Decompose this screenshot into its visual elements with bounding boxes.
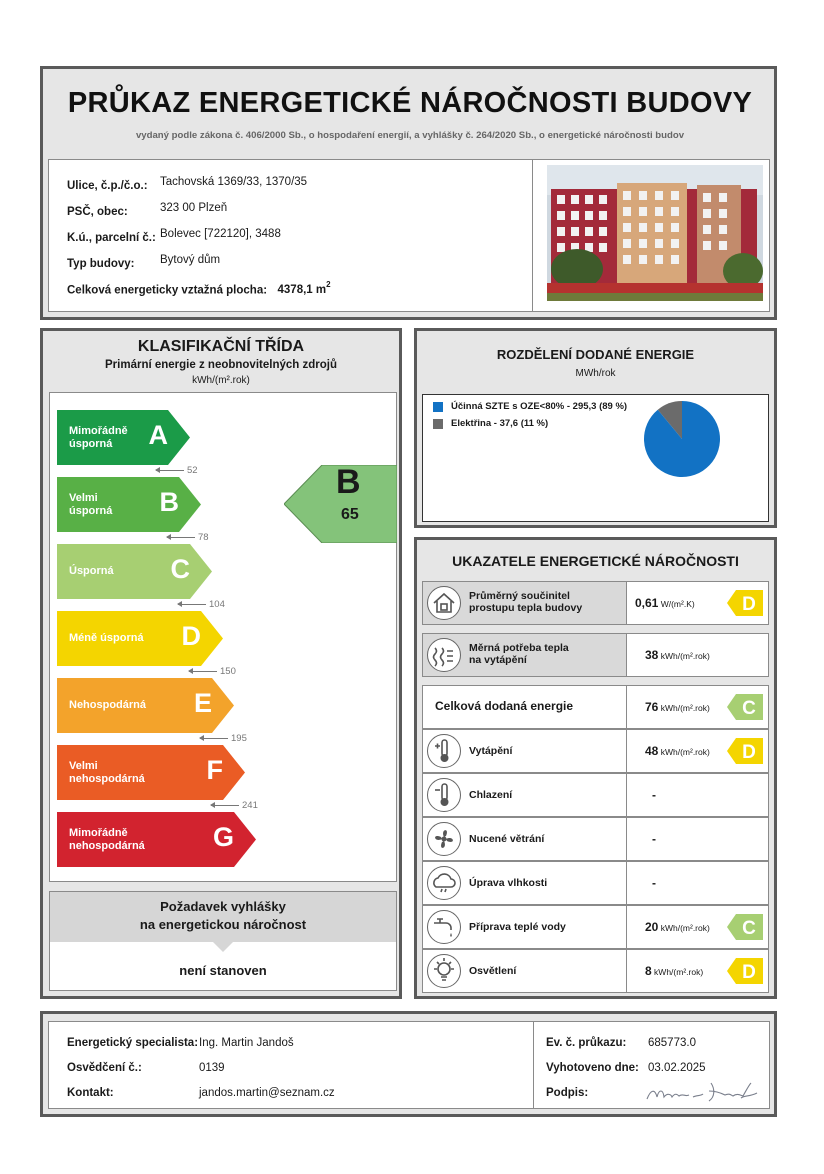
distribution-title: ROZDĚLENÍ DODANÉ ENERGIE [496,347,695,362]
class-letter: B [159,487,179,517]
indicators-title: UKAZATELE ENERGETICKÉ NÁROČNOSTI [452,553,739,569]
row-divider [626,774,627,816]
class-name-line: úsporná [69,504,113,517]
indicator-label-line: Úprava vlhkosti [469,877,548,889]
divider [532,160,533,312]
svg-text:D: D [742,962,756,983]
distribution-unit: MWh/rok [575,368,616,379]
indicator-unit: kWh/(m².rok) [651,967,704,977]
legend-label: Účinná SZTE s OZE<80% - 295,3 (89 %) [451,401,628,412]
area-unit-sup: 2 [326,280,331,289]
svg-text:C: C [742,698,756,719]
class-name [57,492,201,518]
indicator-label-line: Příprava teplé vody [469,921,566,933]
row-divider [626,818,627,860]
class-threshold [211,800,258,811]
indicator-row [422,633,769,677]
house-icon [426,585,462,621]
indicator-row [422,949,769,993]
bulb-icon [426,953,462,989]
indicator-label [469,590,582,614]
threshold-arrow-icon [189,671,217,672]
indicator-unit: kWh/(m².rok) [658,747,710,757]
class-name-line: Mimořádně [69,424,128,437]
pie-slice [644,401,720,477]
classification-subtitle: Primární energie z neobnovitelných zdrojů [105,359,337,371]
indicator-number: - [652,788,656,802]
row-divider [626,686,627,728]
class-arrow-b [57,477,201,532]
ev-value: 685773.0 [648,1037,696,1049]
indicator-value [645,744,710,758]
faucet-icon [426,909,462,945]
area-value: 4378,1 m [277,284,327,297]
class-badge [727,590,763,616]
indicator-label-line: Osvětlení [469,965,517,977]
indicator-unit: kWh/(m².rok) [658,651,710,661]
threshold-arrow-icon [178,604,206,605]
indicator-row [422,905,769,949]
legend-label: Elektřina - 37,6 (11 %) [451,418,549,429]
class-threshold [156,465,198,476]
threshold-value: 78 [198,532,209,543]
fan-icon [426,821,462,857]
heat-waves-icon [426,637,462,673]
indicator-row [422,685,769,729]
footer-box [48,1021,770,1109]
distribution-frame [414,328,777,528]
class-letter: G [212,822,234,852]
class-arrow-c [57,544,212,599]
threshold-value: 150 [220,666,236,677]
date-label: Vyhotoveno dne: [546,1062,639,1074]
ev-label: Ev. č. průkazu: [546,1037,627,1049]
indicator-number: 48 [645,744,659,758]
classification-frame [40,328,402,999]
indicator-label [469,833,544,845]
indicator-label-line: Celková dodaná energie [435,699,574,713]
indicator-row [422,729,769,773]
class-name-line: úsporná [69,437,113,450]
indicator-label [435,700,573,712]
class-letter: C [170,554,190,584]
indicator-number: - [652,832,656,846]
row-divider [626,906,627,948]
indicator-value [645,648,710,662]
footer-divider [533,1022,534,1108]
indicator-value [652,876,656,890]
result-letter: B [336,463,361,501]
svg-text:C: C [742,918,756,939]
indicator-label-line: prostupu tepla budovy [469,602,583,614]
indicator-label [469,877,547,889]
indicator-label-line: Průměrný součinitel [469,590,570,602]
psc-value: 323 00 Plzeň [160,202,228,214]
building-photo [547,165,763,301]
indicator-value [652,832,656,846]
class-name-line: Velmi [69,491,98,504]
type-label: Typ budovy: [67,258,135,270]
pie-chart [641,398,723,480]
street-value: Tachovská 1369/33, 1370/35 [160,176,308,188]
indicators-frame [414,537,777,999]
class-name-line: Úsporná [69,565,114,577]
indicator-value [645,920,710,934]
indicator-row [422,581,769,625]
indicator-label-line: na vytápění [469,654,527,666]
contact-label: Kontakt: [67,1087,114,1099]
class-name [57,425,190,451]
row-divider [626,950,627,992]
indicator-number: - [652,876,656,890]
class-threshold [189,666,236,677]
threshold-value: 195 [231,733,247,744]
class-letter: F [206,755,223,785]
indicator-unit: kWh/(m².rok) [658,703,710,713]
street-row [67,176,148,194]
cert-value: 0139 [199,1062,225,1074]
footer-frame [40,1011,777,1117]
ku-label: K.ú., parcelní č.: [67,232,156,244]
indicator-value [635,596,695,610]
class-name-line: Méně úsporná [69,632,144,644]
class-badge [727,958,763,984]
indicator-value [652,788,656,802]
indicator-unit: kWh/(m².rok) [658,923,710,933]
requirement-title-1: Požadavek vyhlášky [160,899,286,914]
threshold-arrow-icon [156,470,184,471]
class-name-line: Mimořádně [69,826,128,839]
cert-label: Osvědčení č.: [67,1062,142,1074]
class-arrow-f [57,745,245,800]
page-subtitle: vydaný podle zákona č. 406/2000 Sb., o hospodaření energií, a vyhlášky č. 264/2020 Sb., o energetické náročnosti budov [135,130,685,141]
result-value: 65 [341,506,359,523]
sign-label: Podpis: [546,1087,589,1099]
row-divider [626,730,627,772]
class-badge [727,738,763,764]
class-arrow-e [57,678,234,733]
legend-swatch [433,419,443,429]
class-arrow-a [57,410,190,465]
indicator-label-line: Měrná potřeba tepla [469,642,569,654]
specialist-label: Energetický specialista: [67,1037,199,1049]
indicator-unit: W/(m².K) [658,599,695,609]
requirement-pointer [213,942,233,952]
header-frame [40,66,777,320]
indicator-row [422,817,769,861]
indicator-label [469,921,566,933]
class-threshold [178,599,225,610]
page-title: PRŮKAZ ENERGETICKÉ NÁROČNOSTI BUDOVY [67,87,753,119]
distribution-chart-box [422,394,769,522]
requirement-title-2: na energetickou náročnost [139,917,307,932]
svg-text:D: D [742,742,756,763]
indicator-number: 0,61 [635,596,659,610]
class-letter: A [148,420,168,450]
class-name-line: nehospodárná [69,839,145,852]
indicator-label-line: Chlazení [469,789,513,801]
contact-value: jandos.martin@seznam.cz [199,1087,335,1099]
class-scale [49,392,397,882]
indicator-label [469,745,512,757]
indicator-label-line: Nucené větrání [469,833,545,845]
class-badge [727,914,763,940]
svg-text:D: D [742,594,756,615]
legend-swatch [433,402,443,412]
class-name-line: Velmi [69,759,98,772]
threshold-arrow-icon [167,537,195,538]
class-letter: D [181,621,201,651]
ku-value: Bolevec [722120], 3488 [160,228,281,240]
threshold-value: 241 [242,800,258,811]
threshold-arrow-icon [211,805,239,806]
indicator-label [469,789,512,801]
class-threshold [167,532,209,543]
indicator-value [645,964,703,978]
threshold-arrow-icon [200,738,228,739]
date-value: 03.02.2025 [648,1062,706,1074]
class-letter: E [193,688,212,718]
indicator-number: 76 [645,700,659,714]
indicator-number: 8 [645,964,652,978]
indicator-label-line: Vytápění [469,745,513,757]
indicator-number: 20 [645,920,659,934]
class-arrow-g [57,812,256,867]
requirement-value: není stanoven [179,963,267,978]
class-arrow-d [57,611,223,666]
signature [645,1077,760,1105]
type-value: Bytový dům [160,254,221,266]
indicator-label [469,642,569,666]
indicator-number: 38 [645,648,659,662]
class-badge [727,694,763,720]
thermometer-plus-icon [426,733,462,769]
psc-label: PSČ, obec: [67,206,128,218]
classification-title: KLASIFIKAČNÍ TŘÍDA [137,338,305,355]
classification-unit: kWh/(m².rok) [192,375,250,386]
humidity-icon [426,865,462,901]
indicator-value [645,700,710,714]
indicator-row [422,861,769,905]
class-threshold [200,733,247,744]
row-divider [626,862,627,904]
specialist-value: Ing. Martin Jandoš [199,1037,294,1049]
threshold-value: 52 [187,465,198,476]
class-name-line: Nehospodárná [69,699,147,711]
thermometer-minus-icon [426,777,462,813]
indicator-row [422,773,769,817]
requirement-box [49,891,397,991]
indicator-label [469,965,516,977]
threshold-value: 104 [209,599,225,610]
class-name-line: nehospodárná [69,772,145,785]
area-label: Celková energeticky vztažná plocha: [67,284,268,297]
street-label: Ulice, č.p./č.o.: [67,180,148,192]
